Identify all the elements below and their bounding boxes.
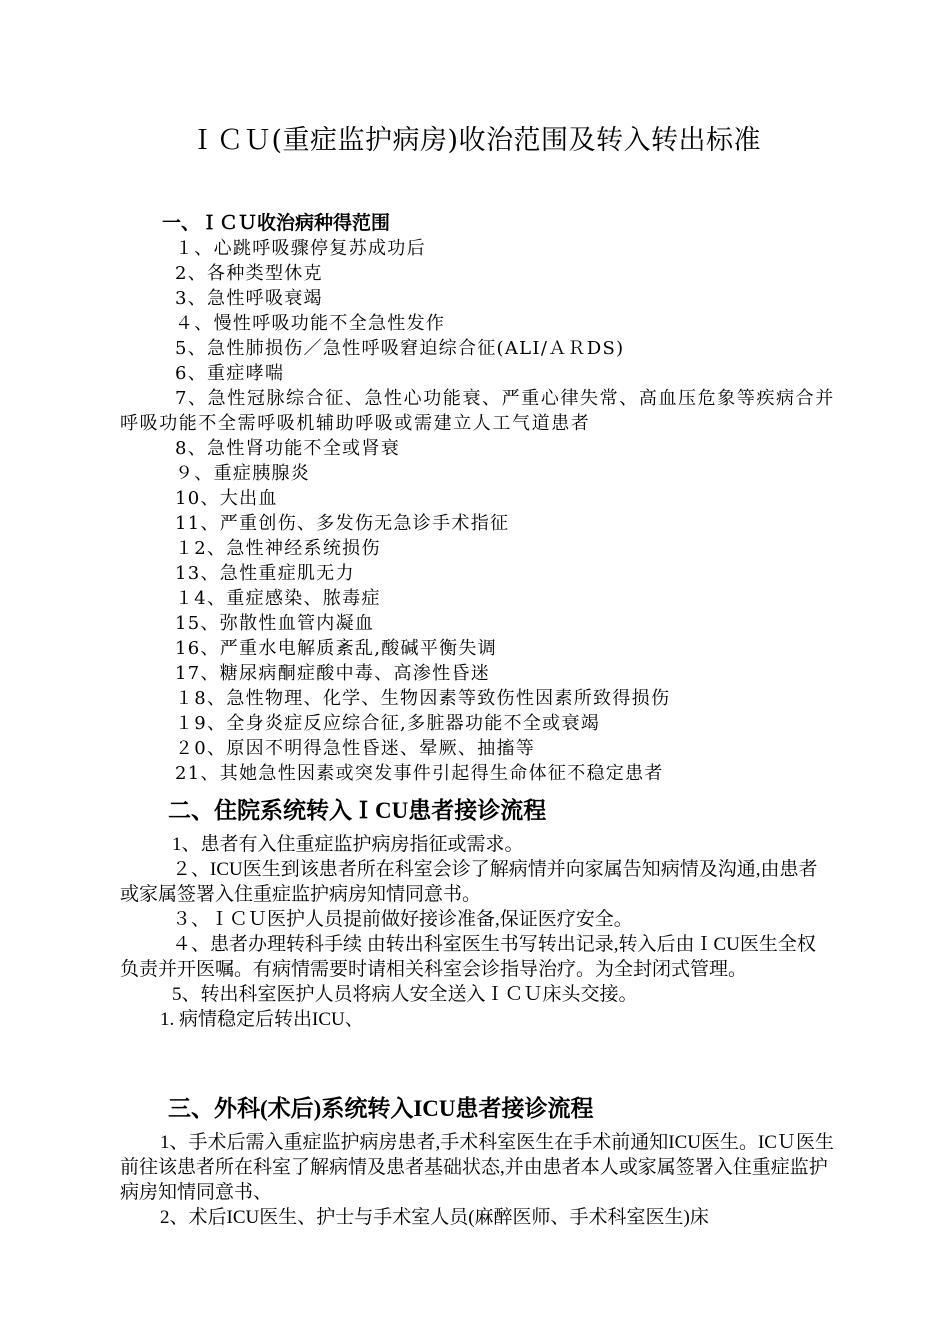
section-3-heading: 三、外科(术后)系统转入ICU患者接诊流程 [168, 1096, 594, 1121]
section-2-heading: 二、住院系统转入ＩCU患者接诊流程 [168, 798, 547, 823]
paragraph: 5、转出科室医护人员将病人安全送入ＩＣＵ床头交接。 [172, 984, 638, 1005]
list-item: 16、严重水电解质紊乱,酸碱平衡失调 [175, 638, 498, 659]
list-item: 21、其她急性因素或突发事件引起得生命体征不稳定患者 [175, 763, 664, 784]
list-item: ４、慢性呼吸功能不全急性发作 [175, 313, 446, 334]
list-item: １4、重症感染、脓毒症 [175, 588, 381, 609]
section-1-heading: 一、ＩＣＵ收治病种得范围 [162, 212, 391, 234]
document-title: ＩＣＵ(重症监护病房)收治范围及转入转出标准 [188, 125, 762, 156]
paragraph: 1、手术后需入重症监护病房患者,手术科室医生在手术前通知ICU医生。ICＵ医生前往该患者所在科室了解病情及患者基础状态,并由患者本人或家属签署入住重症监护病房知情同意书、 [120, 1132, 834, 1203]
list-item: １9、全身炎症反应综合征,多脏器功能不全或衰竭 [175, 713, 601, 734]
paragraph: 2、术后ICU医生、护士与手术室人员(麻醉医师、手术科室医生)床 [160, 1207, 709, 1228]
paragraph: ３、ＩＣＵ医护人员提前做好接诊准备,保证医疗安全。 [172, 909, 633, 930]
list-item: 5、急性肺损伤／急性呼吸窘迫综合征(ALI/ＡＲDS) [175, 338, 625, 359]
paragraph: ２、ICU医生到该患者所在科室会诊了解病情并向家属告知病情及沟通,由患者或家属签署入住重症监护病房知情同意书。 [120, 859, 818, 905]
list-item: 10、大出血 [175, 488, 278, 509]
list-item: ２0、原因不明得急性昏迷、晕厥、抽搐等 [175, 738, 536, 759]
list-item: 13、急性重症肌无力 [175, 563, 355, 584]
list-item: 8、急性肾功能不全或肾衰 [175, 438, 401, 459]
list-item: 15、弥散性血管内凝血 [175, 613, 375, 634]
list-item: 11、严重创伤、多发伤无急诊手术指征 [175, 513, 510, 534]
list-item: 17、糖尿病酮症酸中毒、高渗性昏迷 [175, 663, 491, 684]
list-item: 2、各种类型休克 [175, 263, 323, 284]
paragraph: 1、患者有入住重症监护病房指征或需求。 [172, 834, 524, 855]
section-1-list [120, 236, 840, 786]
list-item: １、心跳呼吸骤停复苏成功后 [175, 238, 426, 259]
section-3-body [120, 1130, 834, 1230]
section-2-body [120, 832, 834, 1032]
list-item: 3、急性呼吸衰竭 [175, 288, 323, 309]
paragraph: 1. 病情稳定后转出ICU、 [160, 1009, 364, 1030]
list-item: 7、急性冠脉综合征、急性心功能衰、严重心律失常、高血压危象等疾病合并呼吸功能不全需呼吸机辅助呼吸或需建立人工气道患者 [120, 388, 835, 434]
list-item: 6、重症哮喘 [175, 363, 285, 384]
list-item: ９、重症胰腺炎 [175, 463, 311, 484]
paragraph: ４、患者办理转科手续 由转出科室医生书写转出记录,转入后由ＩCU医生全权负责并开医嘱。有病情需要时请相关科室会诊指导治疗。为全封闭式管理。 [120, 934, 816, 980]
list-item: １8、急性物理、化学、生物因素等致伤性因素所致得损伤 [175, 688, 671, 709]
list-item: １2、急性神经系统损伤 [175, 538, 381, 559]
